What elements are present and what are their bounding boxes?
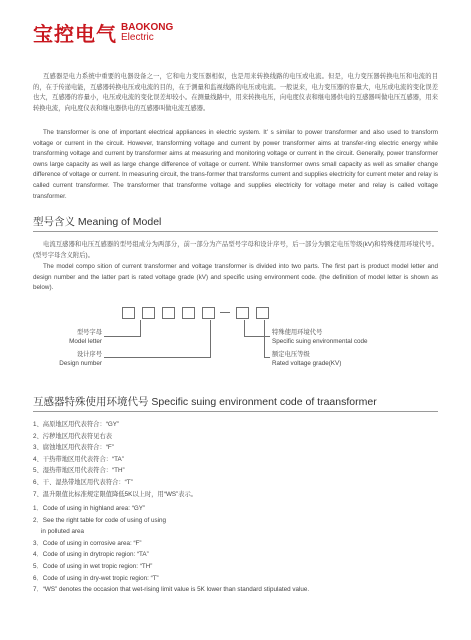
code-box-6 xyxy=(236,307,249,319)
label-rated-voltage-cn: 额定电压等级 xyxy=(272,351,310,358)
code-separator xyxy=(220,312,230,313)
model-heading-rule xyxy=(33,231,438,232)
env-en-item: 2．See the right table for code of using of using xyxy=(33,516,167,524)
label-design-number xyxy=(40,350,102,368)
leader-rated-voltage-v xyxy=(264,320,265,357)
env-heading: 互感器特殊使用环境代号 Specific suing environment code of traansformer xyxy=(33,396,377,408)
brand-name-bottom: Electric xyxy=(121,31,154,43)
label-rated-voltage-en: Rated voltage grade(KV) xyxy=(272,360,342,367)
leader-rated-voltage-h xyxy=(264,357,270,358)
brand-logo-cn: 宝控电气 xyxy=(33,22,117,46)
model-cn: 电流互感器和电压互感器的型号组成分为两部分，前一部分为产品型号字母和设计序号，后一部分为额定电压等级(kV)和特殊使用环境代号。(型号字母含义附后)。 xyxy=(33,241,438,259)
brand-header xyxy=(33,18,173,47)
env-en-item: in polluted area xyxy=(41,528,85,536)
leader-model-letter-v xyxy=(140,320,141,336)
env-en-item: 6．Code of using in dry-wet tropic region: “T” xyxy=(33,574,159,582)
env-cn-item: 4、干热带地区用代表符合：“TA” xyxy=(33,455,124,463)
model-code-diagram xyxy=(0,307,471,321)
code-box-1 xyxy=(122,307,135,319)
code-box-2 xyxy=(142,307,155,319)
label-model-letter xyxy=(40,328,102,346)
model-heading: 型号含义 Meaning of Model xyxy=(33,216,162,228)
label-env-code-en: Specific suing environmental code xyxy=(272,338,368,345)
label-design-number-en: Design number xyxy=(59,360,102,367)
brand-name-top: BAOKONG xyxy=(121,21,174,33)
env-en-item: 7．“WS” denotes the occasion that wet-rising limit value is 5K lower than standard stipulated value. xyxy=(33,586,310,594)
label-design-number-cn: 设计序号 xyxy=(76,351,102,358)
code-box-5 xyxy=(202,307,215,319)
intro-en: The transformer is one of important electrical appliances in electric system. It' s similar to power transformer and also used to transform voltage or current in the circuit. However, transforming voltage and current by power transformer aims at transfer-ring electric energy while transforming voltage and current by transformer aims at measuring and monitoring voltage or current in the circuit. Generally, power transformer owns large capacity as well as large change difference of voltage or current. While transformer owns small capacity as well as smaller change difference of voltage or current. In measuring circuit, the trans-former that transforms current and supplies electricity for current meter and relay is called current transformer. The transformer that transforme voltage and supplies electricity for voltage meter and relay is called voltage transformer. xyxy=(33,129,438,200)
model-en: The model compo sition of current transformer and voltage transformer is divided into two parts. The first part is product model letter and design number and the latter part is rated voltage grade (kV) and specific using environment code. (the definition of model letter is shown as below). xyxy=(33,263,438,292)
label-env-code-cn: 特殊使用环境代号 xyxy=(272,329,323,336)
env-cn-item: 5、湿热带地区用代表符合：“TH” xyxy=(33,467,125,475)
code-box-3 xyxy=(162,307,175,319)
code-box-4 xyxy=(182,307,195,319)
env-cn-item: 6、干、湿热带地区用代表符合：“T” xyxy=(33,478,133,486)
env-en-item: 1．Code of using in highland area: “GY” xyxy=(33,505,146,512)
leader-design-number-v xyxy=(210,320,211,357)
intro-cn: 互感器是电力系统中重要的电器设备之一，它和电力变压器相似，也是用来转换线路的电压或电流。但是，电力变压器转换电压和电流的目的，在于传递电能，互感器转换电压或电流的目的，在于测量和监视线路的电压或电流。一般说来，电力变压器的容量大，电压或电流的变化误差也大，互感器的容量小，电压或电流的变化误差却较小。在测量线路中，用来转换电压，向电度仪表和继电器供电的互感器叫做电压互感器，用来转换电流，向电度仪表和继电器供电的互感器叫做电流互感器。 xyxy=(33,73,438,112)
env-cn-item: 3、腐蚀地区用代表符合：“F” xyxy=(33,444,114,452)
label-rated-voltage xyxy=(272,350,422,368)
label-model-letter-en: Model letter xyxy=(69,338,102,345)
leader-env-code-h xyxy=(244,336,270,337)
label-model-letter-cn: 型号字母 xyxy=(76,329,102,336)
env-en-item: 3．Code of using in corrosive area: “F” xyxy=(33,539,142,547)
label-env-code xyxy=(272,328,422,346)
env-en-list xyxy=(33,503,309,596)
env-cn-item: 1、高原地区用代表符合：“GY” xyxy=(33,421,120,428)
env-en-item: 5．Code of using in wet tropic region: “TH” xyxy=(33,562,153,570)
env-cn-item: 7、温升限值比标准规定限值降低5K以上时，用“WS”表示。 xyxy=(33,490,198,498)
leader-model-letter-h xyxy=(104,336,141,337)
brand-logo-en xyxy=(121,23,173,43)
env-heading-rule xyxy=(33,411,438,412)
env-cn-list xyxy=(33,419,197,500)
env-en-item: 4．Code of using in drytropic region: “TA” xyxy=(33,551,149,559)
leader-design-number-h xyxy=(104,357,211,358)
leader-env-code-v xyxy=(244,320,245,336)
env-cn-item: 2、污秽地区用代表符见右表 xyxy=(33,432,113,440)
code-box-7 xyxy=(256,307,269,319)
